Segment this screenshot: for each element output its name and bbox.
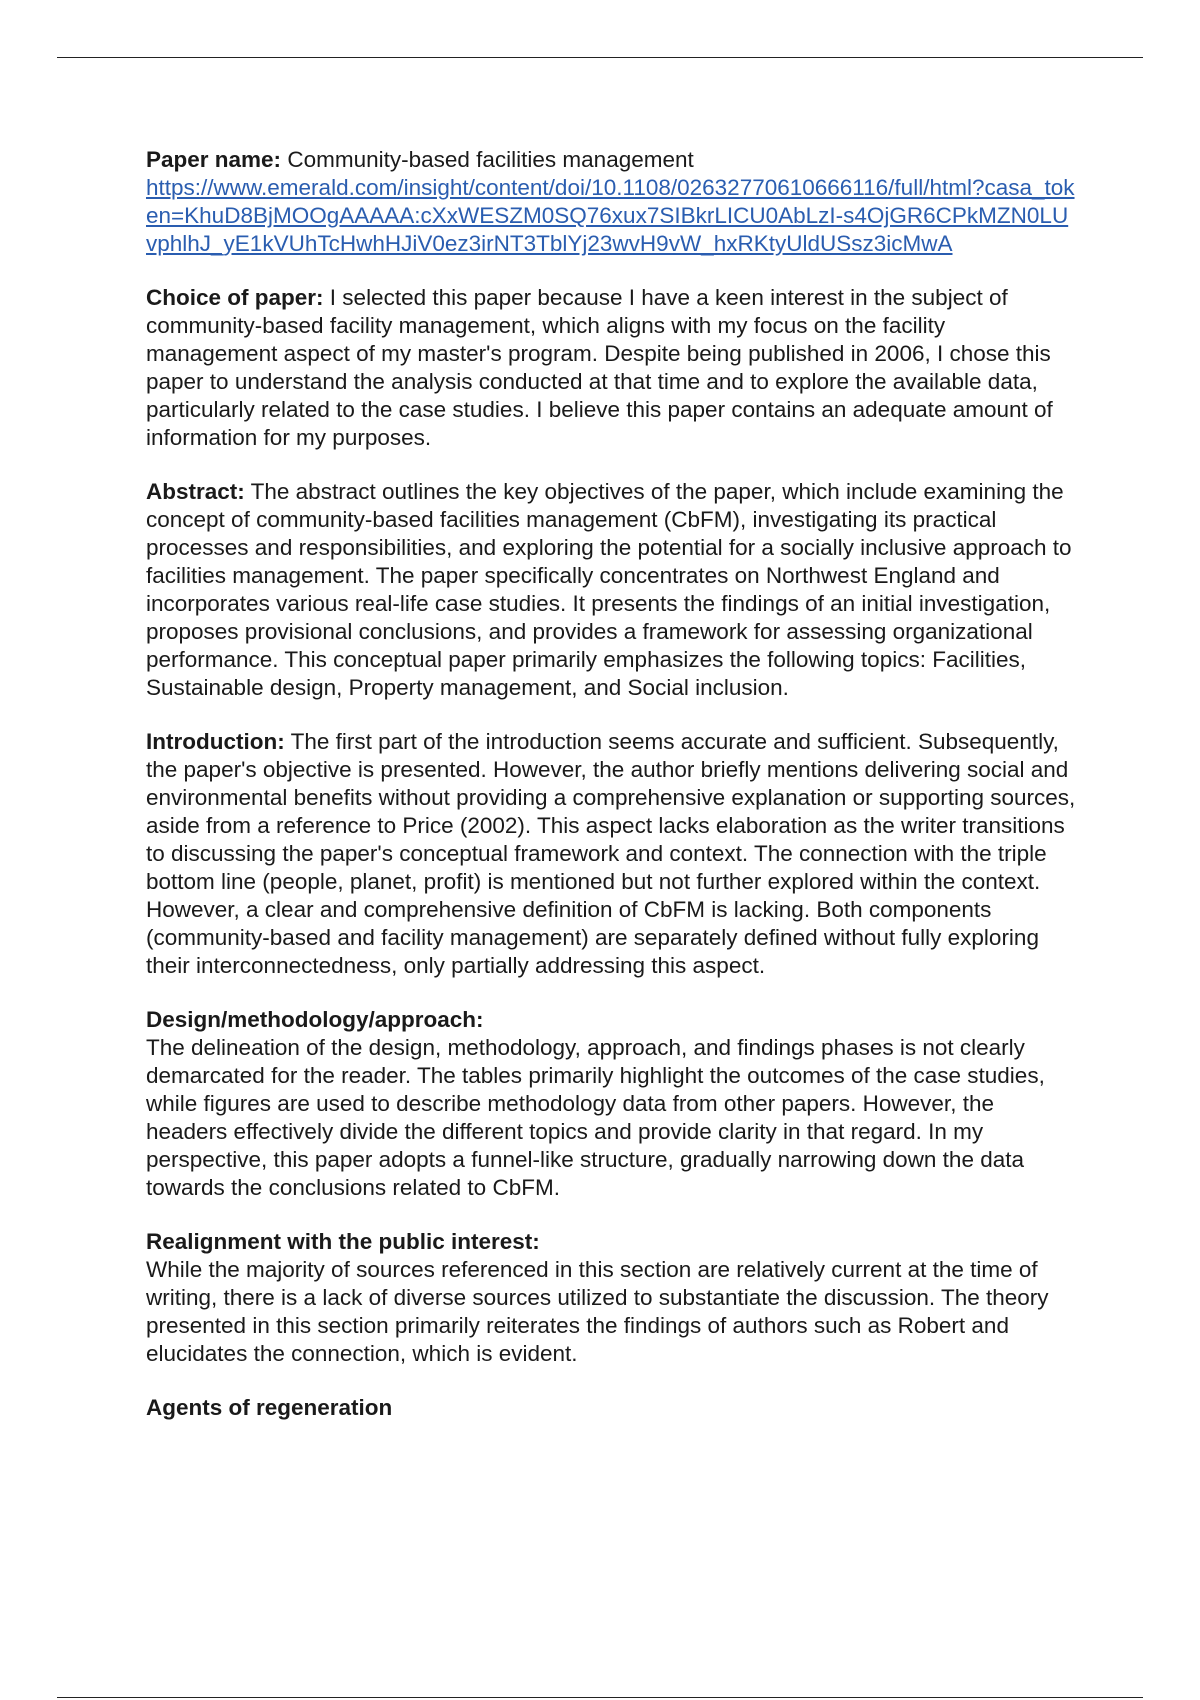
agents-of-regeneration-heading: Agents of regeneration <box>146 1395 393 1420</box>
introduction-label: Introduction: <box>146 729 285 754</box>
paper-name-value: Community-based facilities management <box>287 147 694 172</box>
realignment-text: While the majority of sources referenced in this section are relatively current at the time of writing, there is a lack of diverse sources utilized to substantiate the discussion. The theory presented in this section primarily reiterates the findings of authors such as Robert and elucidates the connection, which is evident. <box>146 1257 1049 1366</box>
choice-of-paper-text: I selected this paper because I have a keen interest in the subject of community-based facility management, which aligns with my focus on the facility management aspect of my master's program. Despite being published in 2006, I chose this paper to understand the analysis conducted at that time and to explore the available data, particularly related to the case studies. I believe this paper contains an adequate amount of information for my purposes. <box>146 285 1053 450</box>
choice-of-paper-paragraph <box>146 284 1076 452</box>
introduction-text: The first part of the introduction seems accurate and sufficient. Subsequently, the paper's objective is presented. However, the author briefly mentions delivering social and environmental benefits without providing a comprehensive explanation or supporting sources, aside from a reference to Price (2002). This aspect lacks elaboration as the writer transitions to discussing the paper's conceptual framework and context. The connection with the triple bottom line (people, planet, profit) is mentioned but not further explored within the context. However, a clear and comprehensive definition of CbFM is lacking. Both components (community-based and facility management) are separately defined without fully exploring their interconnectedness, only partially addressing this aspect. <box>146 729 1076 978</box>
realignment-section <box>146 1228 1076 1368</box>
abstract-label: Abstract: <box>146 479 245 504</box>
design-methodology-text: The delineation of the design, methodology, approach, and findings phases is not clearly demarcated for the reader. The tables primarily highlight the outcomes of the case studies, while figures are used to describe methodology data from other papers. However, the headers effectively divide the different topics and provide clarity in that regard. In my perspective, this paper adopts a funnel-like structure, gradually narrowing down the data towards the conclusions related to CbFM. <box>146 1035 1045 1200</box>
introduction-paragraph <box>146 728 1076 980</box>
agents-section <box>146 1394 1076 1422</box>
paper-name-section <box>146 146 1076 258</box>
design-methodology-heading: Design/methodology/approach: <box>146 1007 484 1032</box>
design-methodology-section <box>146 1006 1076 1202</box>
choice-of-paper-section <box>146 284 1076 452</box>
realignment-heading: Realignment with the public interest: <box>146 1229 540 1254</box>
top-divider <box>57 57 1143 58</box>
document-body <box>146 146 1076 1448</box>
bottom-divider <box>57 1697 1143 1698</box>
abstract-text: The abstract outlines the key objectives of the paper, which include examining the concept of community-based facilities management (CbFM), investigating its practical processes and responsibilities, and exploring the potential for a socially inclusive approach to facilities management. The paper specifically concentrates on Northwest England and incorporates various real-life case studies. It presents the findings of an initial investigation, proposes provisional conclusions, and provides a framework for assessing organizational performance. This conceptual paper primarily emphasizes the following topics: Facilities, Sustainable design, Property management, and Social inclusion. <box>146 479 1072 700</box>
paper-name-line <box>146 146 1076 174</box>
introduction-section <box>146 728 1076 980</box>
paper-url-link[interactable]: https://www.emerald.com/insight/content/doi/10.1108/02632770610666116/full/html?casa_token=KhuD8BjMOOgAAAAA:cXxWESZM0SQ76xux7SIBkrLICU0AbLzI-s4OjGR6CPkMZN0LUvphlhJ_yE1kVUhTcHwhHJiV0ez3irNT3TblYj23wvH9vW_hxRKtyUldUSsz3icMwA <box>146 175 1075 256</box>
abstract-section <box>146 478 1076 702</box>
abstract-paragraph <box>146 478 1076 702</box>
choice-of-paper-label: Choice of paper: <box>146 285 324 310</box>
paper-name-label: Paper name: <box>146 147 282 172</box>
